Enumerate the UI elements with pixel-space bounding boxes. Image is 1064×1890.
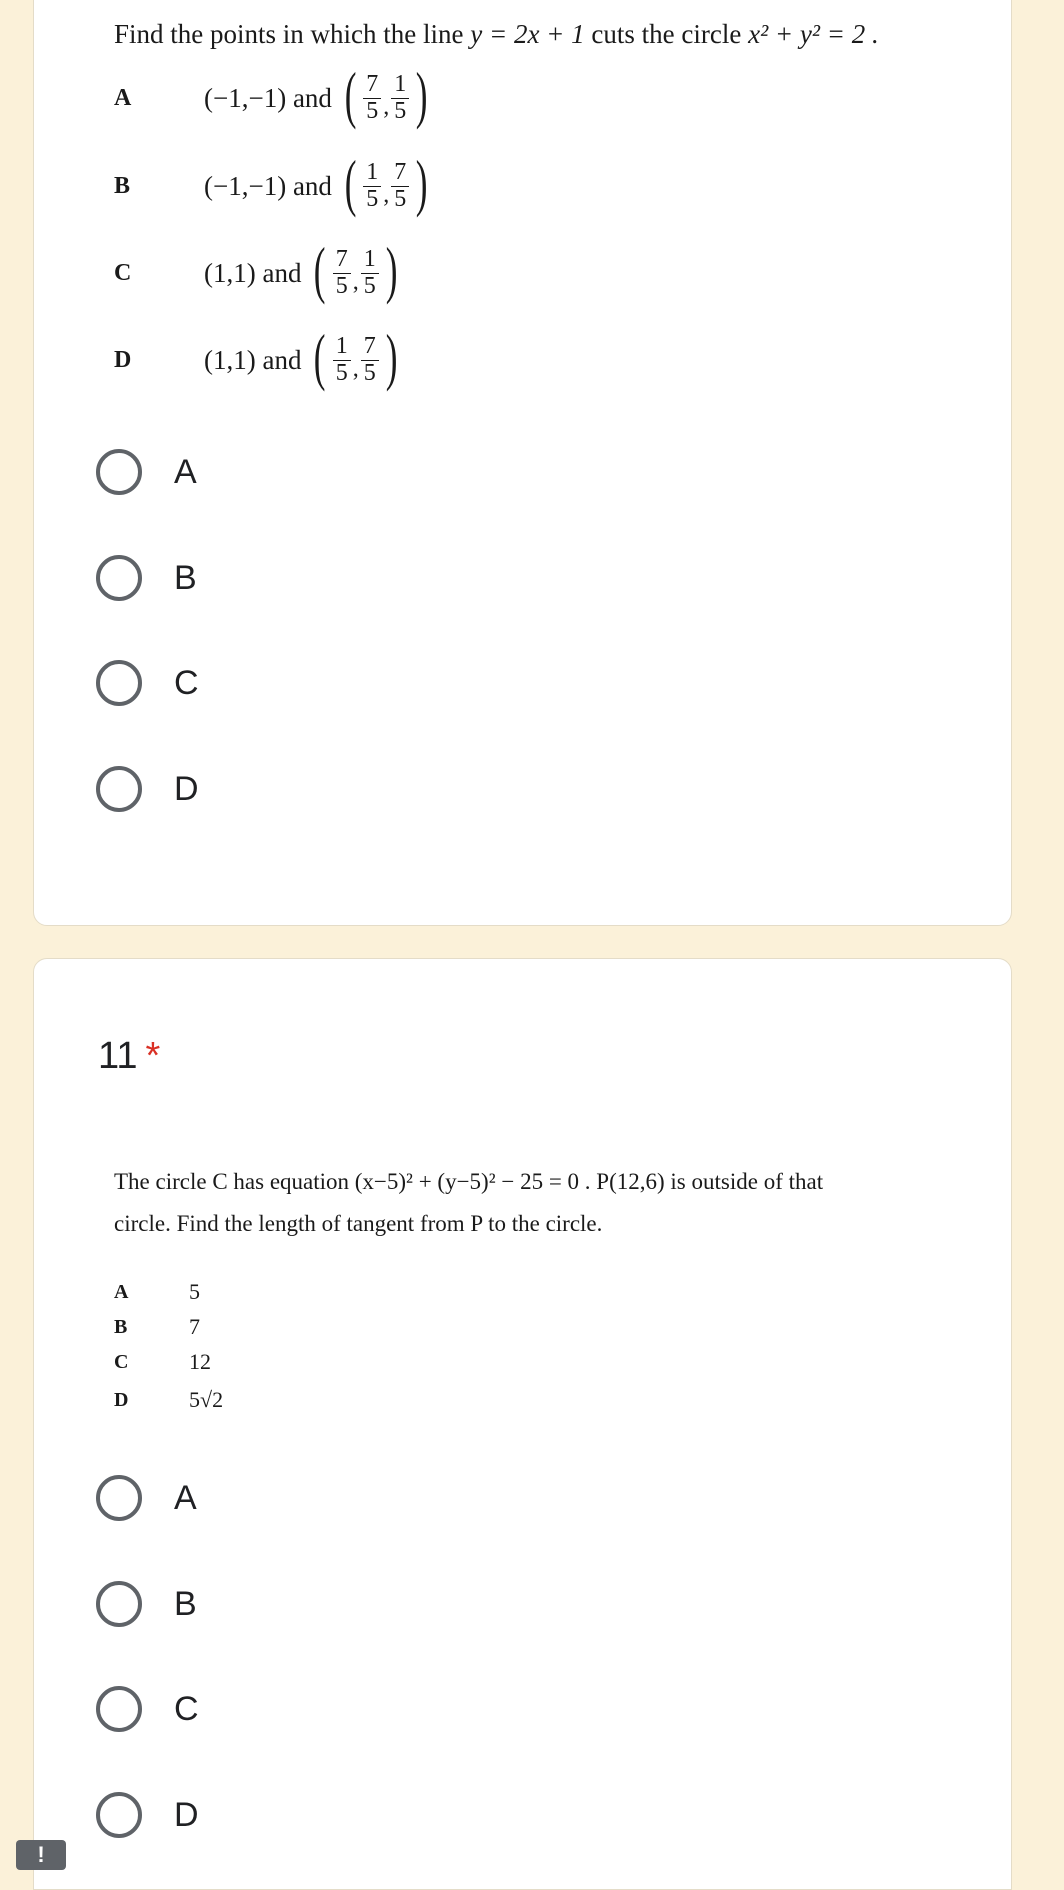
question-number: 11 * bbox=[98, 1035, 161, 1077]
radio-button[interactable] bbox=[96, 660, 142, 706]
q11-choice-a[interactable]: A bbox=[96, 1475, 197, 1521]
q11-choice-c[interactable]: C bbox=[96, 1686, 199, 1732]
radio-button[interactable] bbox=[96, 1581, 142, 1627]
question-10-text: Find the points in which the line y = 2x + 1 cuts the circle x² + y² = 2 . bbox=[114, 19, 879, 49]
radio-button[interactable] bbox=[96, 766, 142, 812]
q10-option-b: B (−1,−1) and ( $\frac{1}{5}$ , $\frac{7}{5}$ ) bbox=[114, 147, 428, 218]
q11-choice-b[interactable]: B bbox=[96, 1581, 197, 1627]
q10-option-c: C (1,1) and ( $\frac{7}{5}$ , $\frac{1}{5}$ ) bbox=[114, 234, 398, 305]
q10-choice-b[interactable]: B bbox=[96, 555, 197, 601]
q11-option-c: C 12 bbox=[114, 1349, 211, 1374]
q11-option-b: B 7 bbox=[114, 1314, 200, 1339]
q10-choice-a[interactable]: A bbox=[96, 449, 197, 495]
radio-button[interactable] bbox=[96, 449, 142, 495]
radio-button[interactable] bbox=[96, 1475, 142, 1521]
radio-button[interactable] bbox=[96, 1686, 142, 1732]
warning-icon[interactable]: ! bbox=[16, 1840, 66, 1870]
q11-option-d: D 5√2 bbox=[114, 1387, 224, 1412]
radio-button[interactable] bbox=[96, 1792, 142, 1838]
question-card-11 bbox=[33, 958, 1012, 1890]
q10-option-a: A (−1,−1) and ( $\frac{7}{5}$ , $\frac{1}{5}$ ) bbox=[114, 59, 428, 130]
q11-option-a: A 5 bbox=[114, 1279, 200, 1304]
question-card-10 bbox=[33, 0, 1012, 926]
q10-choice-c[interactable]: C bbox=[96, 660, 199, 706]
q10-option-d: D (1,1) and ( $\frac{1}{5}$ , $\frac{7}{5}$ ) bbox=[114, 321, 398, 392]
q11-choice-d[interactable]: D bbox=[96, 1792, 199, 1838]
q10-choice-d[interactable]: D bbox=[96, 766, 199, 812]
radio-button[interactable] bbox=[96, 555, 142, 601]
question-11-text-line2: circle. Find the length of tangent from P to the circle. bbox=[114, 1211, 603, 1236]
required-asterisk: * bbox=[145, 1035, 161, 1077]
question-11-text-line1: The circle C has equation (x−5)² + (y−5)² − 25 = 0 . P(12,6) is outside of that bbox=[114, 1169, 824, 1194]
